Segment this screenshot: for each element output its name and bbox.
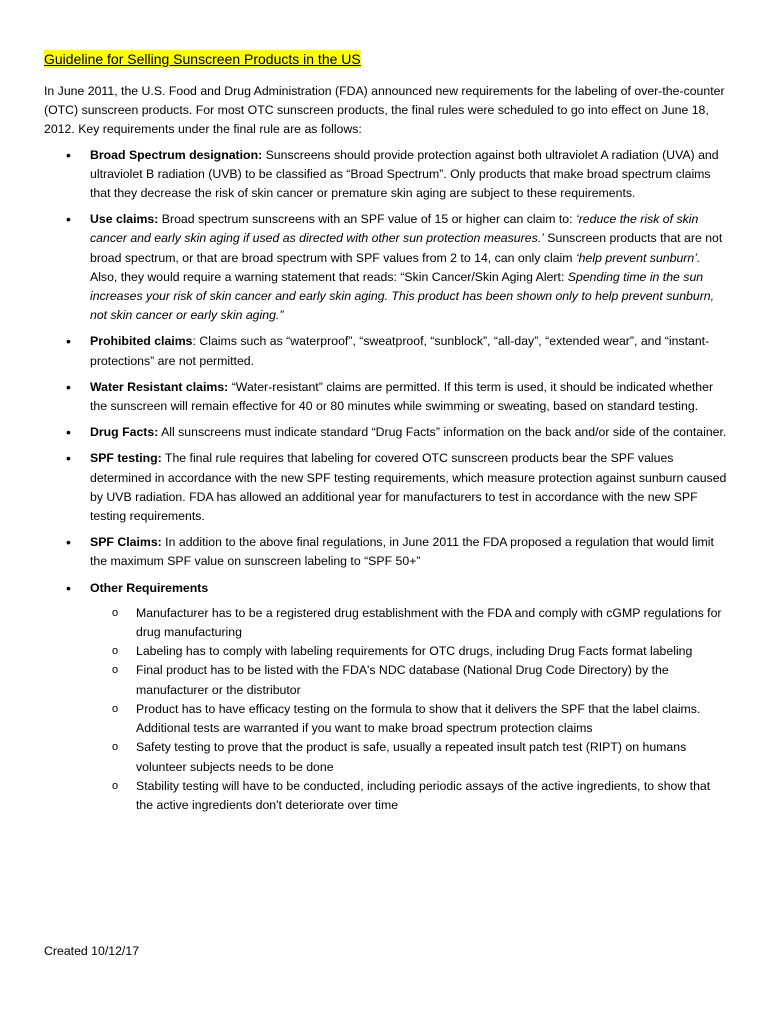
list-item-spf-claims <box>44 533 728 571</box>
sub-list-item: o Stability testing will have to be conducted, including periodic assays of the active ingredients, to show that the active ingredients don't deteriorate over time <box>90 777 728 815</box>
sub-list-item: o Product has to have efficacy testing on the formula to show that it delivers the SPF that the label claims. Additional tests are warranted if you want to make broad spectrum protection claims <box>90 700 728 738</box>
sub-list-item: o Labeling has to comply with labeling requirements for OTC drugs, including Drug Facts format labeling <box>90 642 728 661</box>
item-heading: Water Resistant claims: <box>90 379 229 394</box>
list-item-other-requirements <box>44 579 728 815</box>
item-text: Also, they would require a warning statement that reads: “Skin Cancer/Skin Aging Alert: <box>90 269 568 284</box>
sub-list-item: o Safety testing to prove that the product is safe, usually a repeated insult patch test (RIPT) on humans volunteer subjects needs to be done <box>90 738 728 776</box>
list-item-drug-facts <box>44 423 728 442</box>
item-text: Sunscreens should provide protection against both ultraviolet A radiation (UVA) and ultraviolet B radiation (UVB) to be classified as “Broad Spectrum”. Only products that make broad spectrum claims that they decrease the risk of skin cancer or premature skin aging are subject to these requirements. <box>90 147 719 201</box>
intro-paragraph: In June 2011, the U.S. Food and Drug Administration (FDA) announced new requirements for the labeling of over-the-counter (OTC) sunscreen products. For most OTC sunscreen products, the final rules were scheduled to go into effect on June 18, 2012. Key requirements under the final rule are as follows: <box>44 84 725 137</box>
item-text: The final rule requires that labeling for covered OTC sunscreen products bear the SPF values determined in accordance with the new SPF testing requirements, which measure protection against sunburn caused by UVB radiation. FDA has allowed an additional year for manufacturers to test in accordance with the new SPF testing requirements. <box>90 451 727 524</box>
item-italic-text: ‘help prevent sunburn’. <box>575 250 701 265</box>
list-item-prohibited-claims <box>44 332 728 370</box>
list-item-broad-spectrum <box>44 146 728 204</box>
other-requirements-sublist <box>90 604 728 815</box>
item-heading: Broad Spectrum designation: <box>90 147 263 162</box>
item-text: Sunscreen products that are not broad spectrum, or that are broad spectrum with SPF values from 2 to 14, can only claim <box>90 231 723 265</box>
sub-list-item: o Manufacturer has to be a registered drug establishment with the FDA and comply with cGMP regulations for drug manufacturing <box>90 604 728 642</box>
document-title: Guideline for Selling Sunscreen Products in the US <box>44 51 361 67</box>
document-page <box>44 50 728 822</box>
item-heading: Drug Facts: <box>90 425 159 440</box>
sub-list-item: o Final product has to be listed with the FDA's NDC database (National Drug Code Directory) by the manufacturer or the distributor <box>90 661 728 699</box>
list-item-water-resistant <box>44 378 728 416</box>
item-italic-text: ‘reduce the risk of skin cancer and early skin aging if used as directed with other sun protection measures.’ <box>90 212 699 246</box>
item-text: “Water-resistant” claims are permitted. If this term is used, it should be indicated whether the sunscreen will remain effective for 40 or 80 minutes while swimming or sweating, based on standard testing. <box>90 379 714 414</box>
item-text: : Claims such as “waterproof”, “sweatproof, “sunblock”, “all-day”, “extended wear”, and “instant-protections” are not permitted. <box>90 334 710 368</box>
item-heading: SPF Claims: <box>90 535 162 550</box>
item-text: Broad spectrum sunscreens with an SPF value of 15 or higher can claim to: <box>158 212 576 227</box>
item-heading: SPF testing: <box>90 451 162 466</box>
item-heading: Prohibited claims <box>90 334 193 349</box>
created-date-footer: Created 10/12/17 <box>44 944 140 958</box>
item-text: All sunscreens must indicate standard “Drug Facts” information on the back and/or side of the container. <box>158 425 727 440</box>
list-item-use-claims <box>44 210 728 325</box>
item-text: In addition to the above final regulations, in June 2011 the FDA proposed a regulation that would limit the maximum SPF value on sunscreen labeling to “SPF 50+” <box>90 535 714 569</box>
item-italic-text: Spending time in the sun increases your risk of skin cancer and early skin aging. This product has been shown only to help prevent sunburn, not skin cancer or early skin aging.” <box>90 269 715 323</box>
list-item-spf-testing <box>44 449 728 526</box>
requirements-list <box>44 146 728 816</box>
item-heading: Use claims: <box>90 212 159 227</box>
item-heading: Other Requirements <box>90 580 209 595</box>
